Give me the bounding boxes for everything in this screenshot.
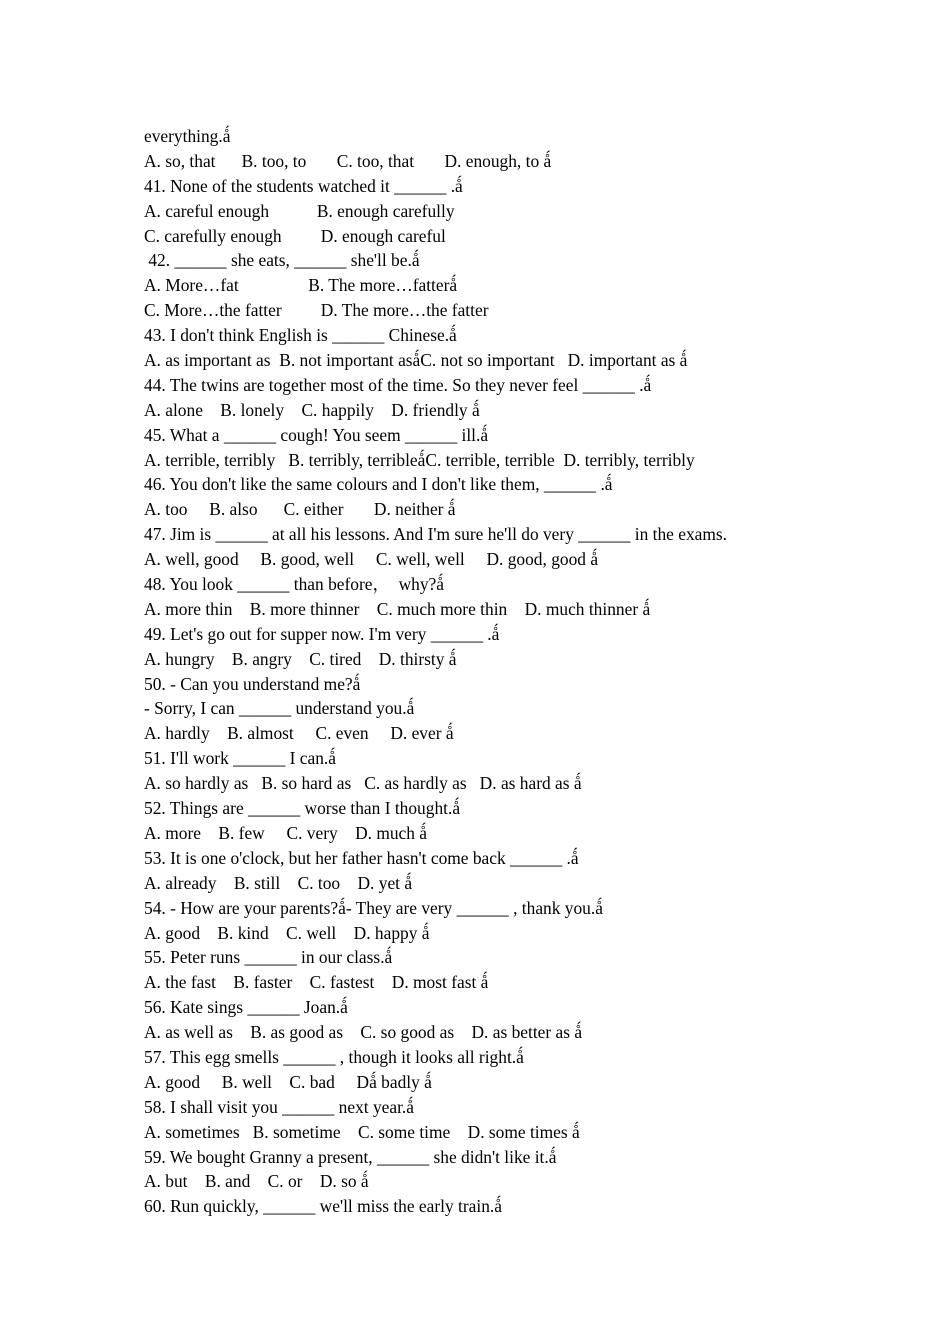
text-line: 48. You look ______ than before， why?ǻ [144,574,444,595]
text-line: A. more B. few C. very D. much ǻ [144,822,428,843]
text-line: 54. - How are your parents?ǻ- They are very ______ , thank you.ǻ [144,897,603,918]
text-line: 43. I don't think English is ______ Chinese.ǻ [144,325,457,346]
text-line: A. so, that B. too, to C. too, that D. enough, to ǻ [144,150,552,171]
text-line: A. hungry B. angry C. tired D. thirsty ǻ [144,648,457,669]
text-line: A. good B. well C. bad Dǻ badly ǻ [144,1071,432,1092]
text-line: A. terrible, terribly B. terribly, terribleǻC. terrible, terrible D. terribly, terribly [144,449,695,470]
text-line: A. so hardly as B. so hard as C. as hardly as D. as hard as ǻ [144,773,582,794]
text-line: A. as important as B. not important asǻC. not so important D. important as ǻ [144,350,688,371]
text-line: 59. We bought Granny a present, ______ she didn't like it.ǻ [144,1146,557,1167]
text-line: 49. Let's go out for supper now. I'm very ______ .ǻ [144,623,500,644]
text-line: A. hardly B. almost C. even D. ever ǻ [144,723,454,744]
text-line: A. too B. also C. either D. neither ǻ [144,499,456,520]
text-line: everything.ǻ [144,126,231,146]
text-line: A. More…fat B. The more…fatterǻ [144,275,458,296]
text-line: C. More…the fatter D. The more…the fatter [144,300,489,321]
text-line: A. alone B. lonely C. happily D. friendly ǻ [144,399,480,420]
text-line: A. good B. kind C. well D. happy ǻ [144,922,430,943]
text-line: 56. Kate sings ______ Joan.ǻ [144,997,348,1018]
text-line: A. already B. still C. too D. yet ǻ [144,872,413,893]
text-line: 51. I'll work ______ I can.ǻ [144,748,336,769]
text-line: 55. Peter runs ______ in our class.ǻ [144,947,393,968]
text-line: 58. I shall visit you ______ next year.ǻ [144,1096,414,1117]
text-line: 60. Run quickly, ______ we'll miss the early train.ǻ [144,1196,502,1217]
text-line: A. but B. and C. or D. so ǻ [144,1171,369,1192]
text-line: C. carefully enough D. enough careful [144,225,446,246]
text-line: A. careful enough B. enough carefully [144,200,455,221]
text-line: - Sorry, I can ______ understand you.ǻ [144,698,415,719]
text-line: 41. None of the students watched it ______ .ǻ [144,175,463,196]
text-line: A. as well as B. as good as C. so good as D. as better as ǻ [144,1022,583,1043]
text-line: 52. Things are ______ worse than I thought.ǻ [144,798,461,819]
text-line: 57. This egg smells ______ , though it looks all right.ǻ [144,1046,524,1067]
text-line: 47. Jim is ______ at all his lessons. And I'm sure he'll do very ______ in the exams. [144,524,728,545]
text-line: 50. - Can you understand me?ǻ [144,673,361,694]
text-line: A. sometimes B. sometime C. some time D. some times ǻ [144,1121,580,1142]
text-line: 45. What a ______ cough! You seem ______ ill.ǻ [144,424,489,445]
text-line: 46. You don't like the same colours and I don't like them, ______ .ǻ [144,474,613,495]
text-line: 53. It is one o'clock, but her father hasn't come back ______ .ǻ [144,847,579,868]
document-body [144,124,844,1219]
text-line: A. the fast B. faster C. fastest D. most fast ǻ [144,972,489,993]
text-line: 42. ______ she eats, ______ she'll be.ǻ [144,250,420,271]
text-line: A. more thin B. more thinner C. much more thin D. much thinner ǻ [144,598,651,619]
text-line: 44. The twins are together most of the time. So they never feel ______ .ǻ [144,374,652,395]
text-line: A. well, good B. good, well C. well, well D. good, good ǻ [144,549,599,570]
